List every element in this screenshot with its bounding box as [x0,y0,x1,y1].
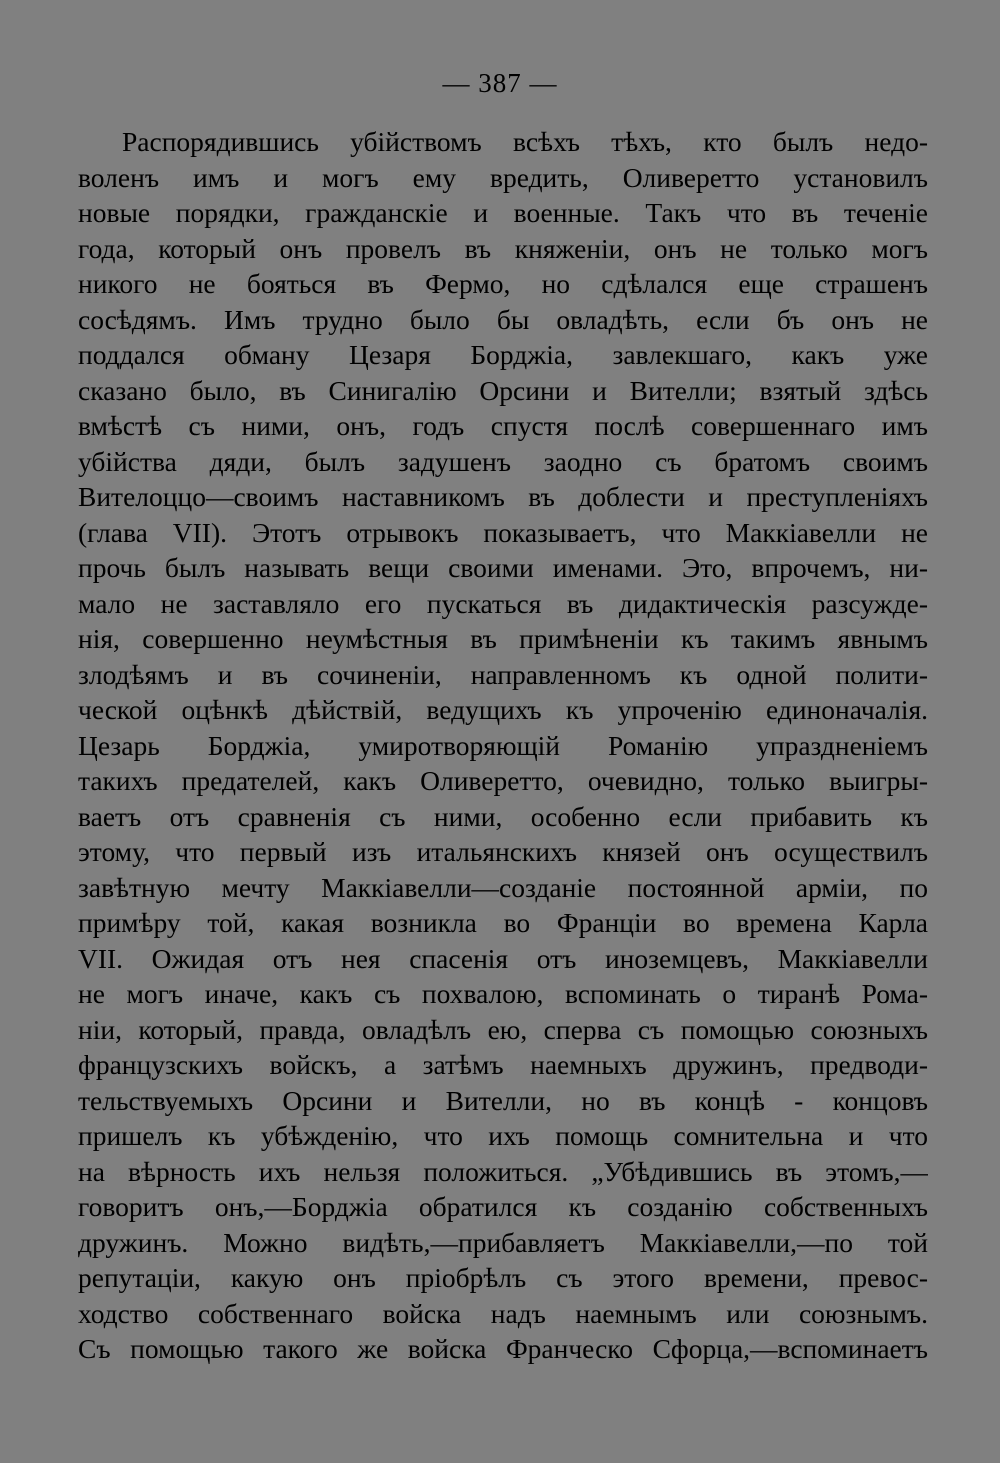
body-text [78,124,928,1367]
text-line: примѣру той, какая возникла во Франціи во времена Карла [78,907,928,938]
text-line: злодѣямъ и въ сочиненіи, направленномъ къ одной полити- [78,658,928,690]
text-line: ходство собственнаго войска надъ наемнымъ или союзнымъ. [78,1297,928,1329]
text-line: этому, что первый изъ итальянскихъ князей онъ осуществилъ [78,836,928,867]
text-line: тельствуемыхъ Орсини и Вителли, но въ концѣ - концовъ [78,1084,928,1116]
text-line: дружинъ. Можно видѣть,—прибавляетъ Маккіавелли,—по той [78,1226,928,1258]
text-line: ческой оцѣнкѣ дѣйствій, ведущихъ къ упроченію единоначалія. [78,694,928,725]
text-line: французскихъ войскъ, а затѣмъ наемныхъ дружинъ, предводи- [78,1049,928,1080]
text-line: воленъ имъ и могъ ему вредить, Оливеретто установилъ [78,161,928,193]
text-line: года, который онъ провелъ въ княженіи, онъ не только могъ [78,232,928,264]
text-line: вмѣстѣ съ ними, онъ, годъ спустя послѣ совершеннаго имъ [78,410,928,441]
text-line: не могъ иначе, какъ съ похвалою, вспоминать о тиранѣ Рома- [78,978,928,1009]
text-line: никого не бояться въ Фермо, но сдѣлался еще страшенъ [78,268,928,299]
text-line: (глава VII). Этотъ отрывокъ показываетъ, что Маккіавелли не [78,516,928,548]
text-line: поддался обману Цезаря Борджіа, завлекшаго, какъ уже [78,339,928,370]
page-number: — 387 — [442,68,558,98]
text-line: на вѣрность ихъ нельзя положиться. „Убѣдившись въ этомъ,— [78,1155,928,1187]
text-line: ніи, который, правда, овладѣлъ ею, сперва съ помощью союзныхъ [78,1013,928,1045]
text-line: ваетъ отъ сравненія съ ними, особенно если прибавить къ [78,800,928,832]
text-line: новые порядки, гражданскіе и военные. Такъ что въ теченіе [78,197,928,228]
text-line: репутаціи, какую онъ пріобрѣлъ съ этого времени, превос- [78,1262,928,1293]
text-line: убійства дяди, былъ задушенъ заодно съ братомъ своимъ [78,445,928,477]
text-line: Вителоццо—своимъ наставникомъ въ доблести и преступленіяхъ [78,481,928,512]
text-line: нія, совершенно неумѣстныя въ примѣненіи къ такимъ явнымъ [78,623,928,654]
text-line: Распорядившись убійствомъ всѣхъ тѣхъ, кто былъ недо- [122,126,928,157]
text-line: сказано было, въ Синигалію Орсини и Вителли; взятый здѣсь [78,374,928,406]
text-line: прочь былъ называть вещи своими именами. Это, впрочемъ, ни- [78,552,928,583]
text-line: Съ помощью такого же войска Франческо Сфорца,—вспоминаетъ [78,1333,928,1364]
text-line: пришелъ къ убѣжденію, что ихъ помощь сомнительна и что [78,1120,928,1151]
text-line: такихъ предателей, какъ Оливеретто, очевидно, только выигры- [78,765,928,796]
text-line: мало не заставляло его пускаться въ дидактическія разсужде- [78,587,928,619]
text-line: Цезарь Борджіа, умиротворяющій Романію упраздненіемъ [78,729,928,761]
text-line: завѣтную мечту Маккіавелли—созданіе постоянной арміи, по [78,871,928,903]
text-line: говоритъ онъ,—Борджіа обратился къ созданію собственныхъ [78,1191,928,1222]
text-line: сосѣдямъ. Имъ трудно было бы овладѣть, если бъ онъ не [78,303,928,335]
text-line: VII. Ожидая отъ нея спасенія отъ иноземцевъ, Маккіавелли [78,942,928,974]
